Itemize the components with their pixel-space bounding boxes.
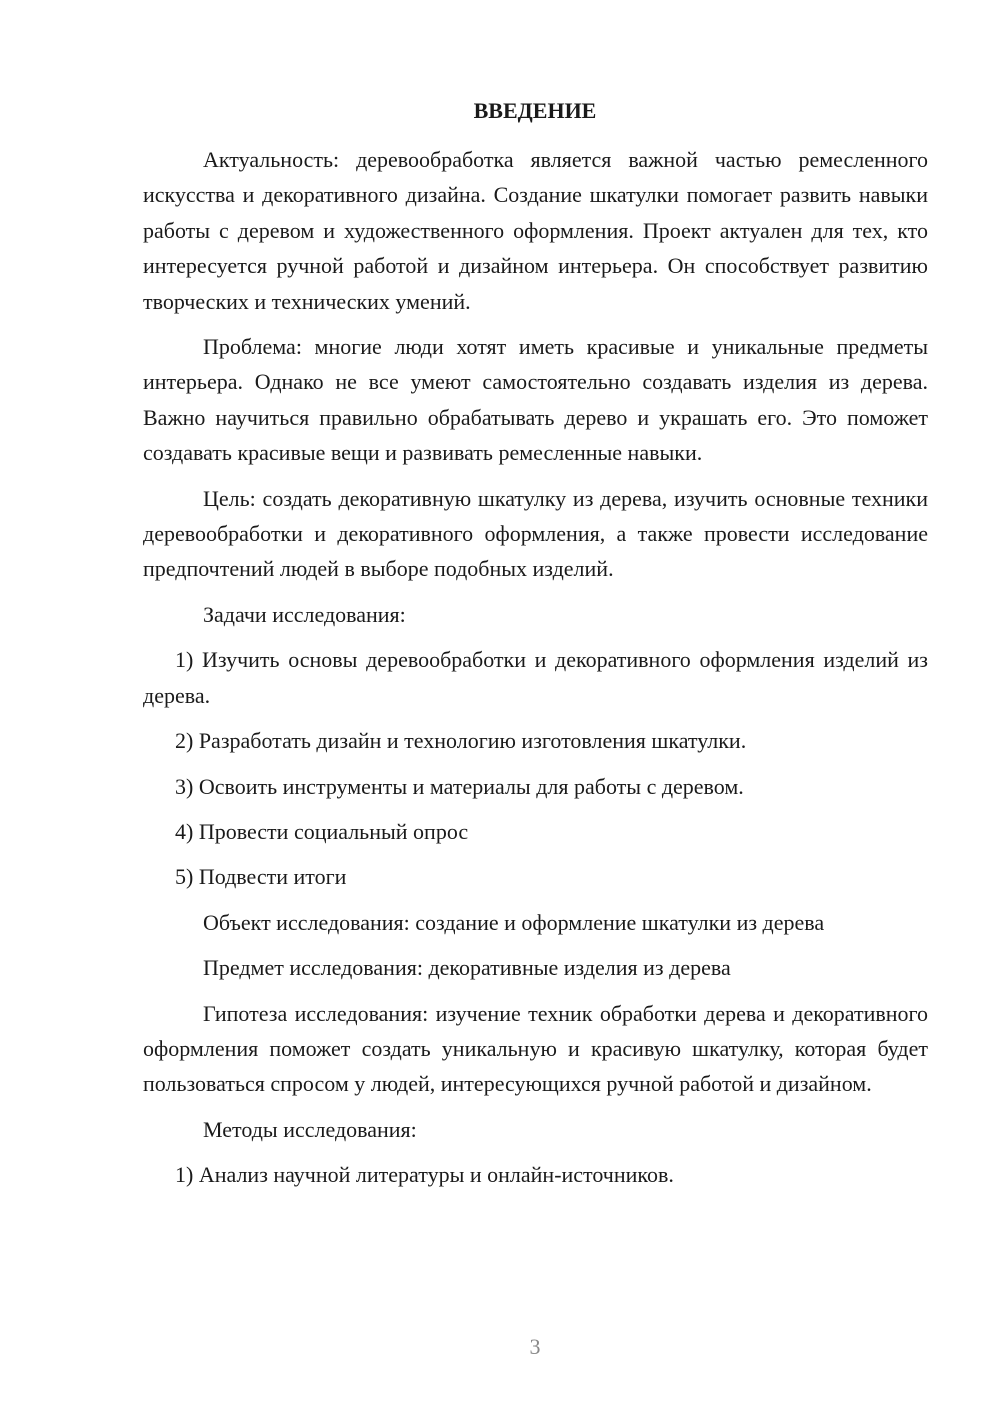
paragraph-hypothesis: Гипотеза исследования: изучение техник обработки дерева и декоративного оформления поможет создать уникальную и красивую шкатулку, которая будет пользоваться спросом у людей, интересующихся ручной работой и дизайном.: [143, 1000, 928, 1097]
task-item-5: 5) Подвести итоги: [175, 864, 347, 890]
task-item-1: 1) Изучить основы деревообработки и декоративного оформления изделий из дерева.: [143, 647, 928, 708]
paragraph-problem: Проблема: многие люди хотят иметь красивые и уникальные предметы интерьера. Однако не все умеют самостоятельно создавать изделия из дерева. Важно научиться правильно обрабатывать дерево и украшать его. Это поможет создавать красивые вещи и развивать ремесленные навыки.: [143, 334, 928, 466]
task-item-2: 2) Разработать дизайн и технологию изготовления шкатулки.: [175, 728, 747, 754]
task-item-3: 3) Освоить инструменты и материалы для работы с деревом.: [175, 773, 744, 799]
paragraph-relevance: Актуальность: деревообработка является важной частью ремесленного искусства и декоративного дизайна. Создание шкатулки помогает развить навыки работы с деревом и художественного оформления. Проект актуален для тех, кто интересуется ручной работой и дизайном интерьера. Он способствует развитию творческих и технических умений.: [143, 147, 928, 314]
paragraph-object: Объект исследования: создание и оформление шкатулки из дерева: [203, 909, 825, 935]
paragraph-goal: Цель: создать декоративную шкатулку из дерева, изучить основные техники деревообработки и декоративного оформления, а также провести исследование предпочтений людей в выборе подобных изделий.: [143, 485, 928, 582]
paragraph-subject: Предмет исследования: декоративные изделия из дерева: [203, 955, 731, 981]
document-body: [143, 142, 928, 1193]
method-item-1: 1) Анализ научной литературы и онлайн-источников.: [175, 1162, 674, 1188]
page-number: 3: [529, 1334, 541, 1359]
tasks-heading: Задачи исследования:: [203, 601, 406, 627]
task-item-4: 4) Провести социальный опрос: [175, 818, 469, 844]
methods-heading: Методы исследования:: [203, 1116, 417, 1142]
section-title: ВВЕДЕНИЕ: [473, 98, 597, 123]
